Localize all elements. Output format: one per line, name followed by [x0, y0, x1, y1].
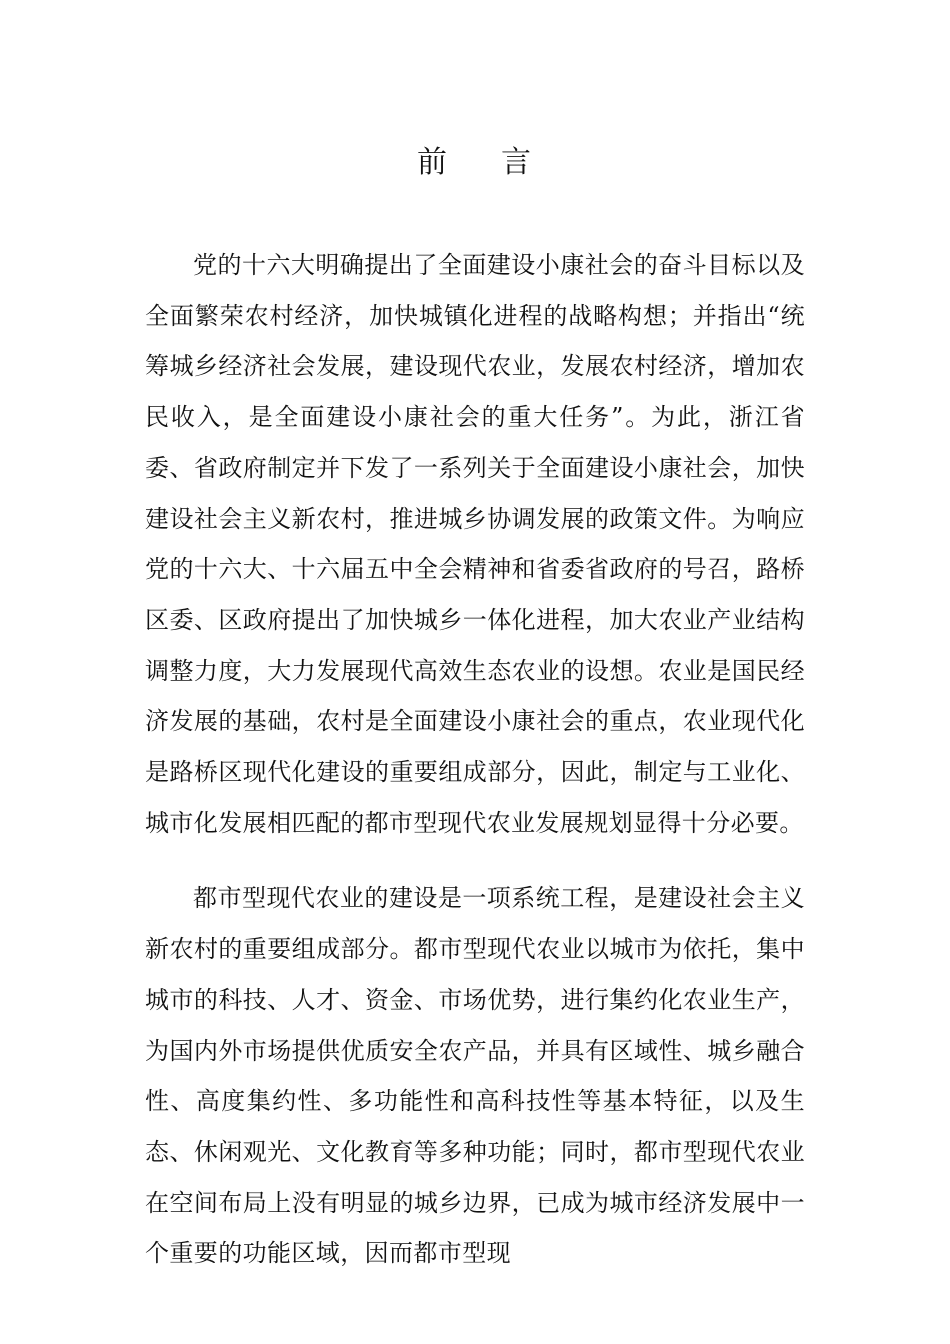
page-title	[0, 138, 950, 188]
title-char-2: 言	[501, 145, 533, 180]
paragraph-1: 党的十六大明确提出了全面建设小康社会的奋斗目标以及全面繁荣农村经济，加快城镇化进程的战略构想；并指出“统筹城乡经济社会发展，建设现代农业，发展农村经济，增加农民收入，是全面建设小康社会的重大任务”。为此，浙江省委、省政府制定并下发了一系列关于全面建设小康社会，加快建设社会主义新农村，推进城乡协调发展的政策文件。为响应党的十六大、十六届五中全会精神和省委省政府的号召，路桥区委、区政府提出了加快城乡一体化进程，加大农业产业结构调整力度，大力发展现代高效生态农业的设想。农业是国民经济发展的基础，农村是全面建设小康社会的重点，农业现代化是路桥区现代化建设的重要组成部分，因此，制定与工业化、城市化发展相匹配的都市型现代农业发展规划显得十分必要。	[145, 251, 805, 837]
body-text	[145, 240, 805, 1279]
title-char-1: 前	[417, 145, 449, 180]
paragraph-2: 都市型现代农业的建设是一项系统工程，是建设社会主义新农村的重要组成部分。都市型现代农业以城市为依托，集中城市的科技、人才、资金、市场优势，进行集约化农业生产，为国内外市场提供优质安全农产品，并具有区域性、城乡融合性、高度集约性、多功能性和高科技性等基本特征，以及生态、休闲观光、文化教育等多种功能；同时，都市型现代农业在空间布局上没有明显的城乡边界，已成为城市经济发展中一个重要的功能区域，因而都市型现	[145, 884, 805, 1268]
